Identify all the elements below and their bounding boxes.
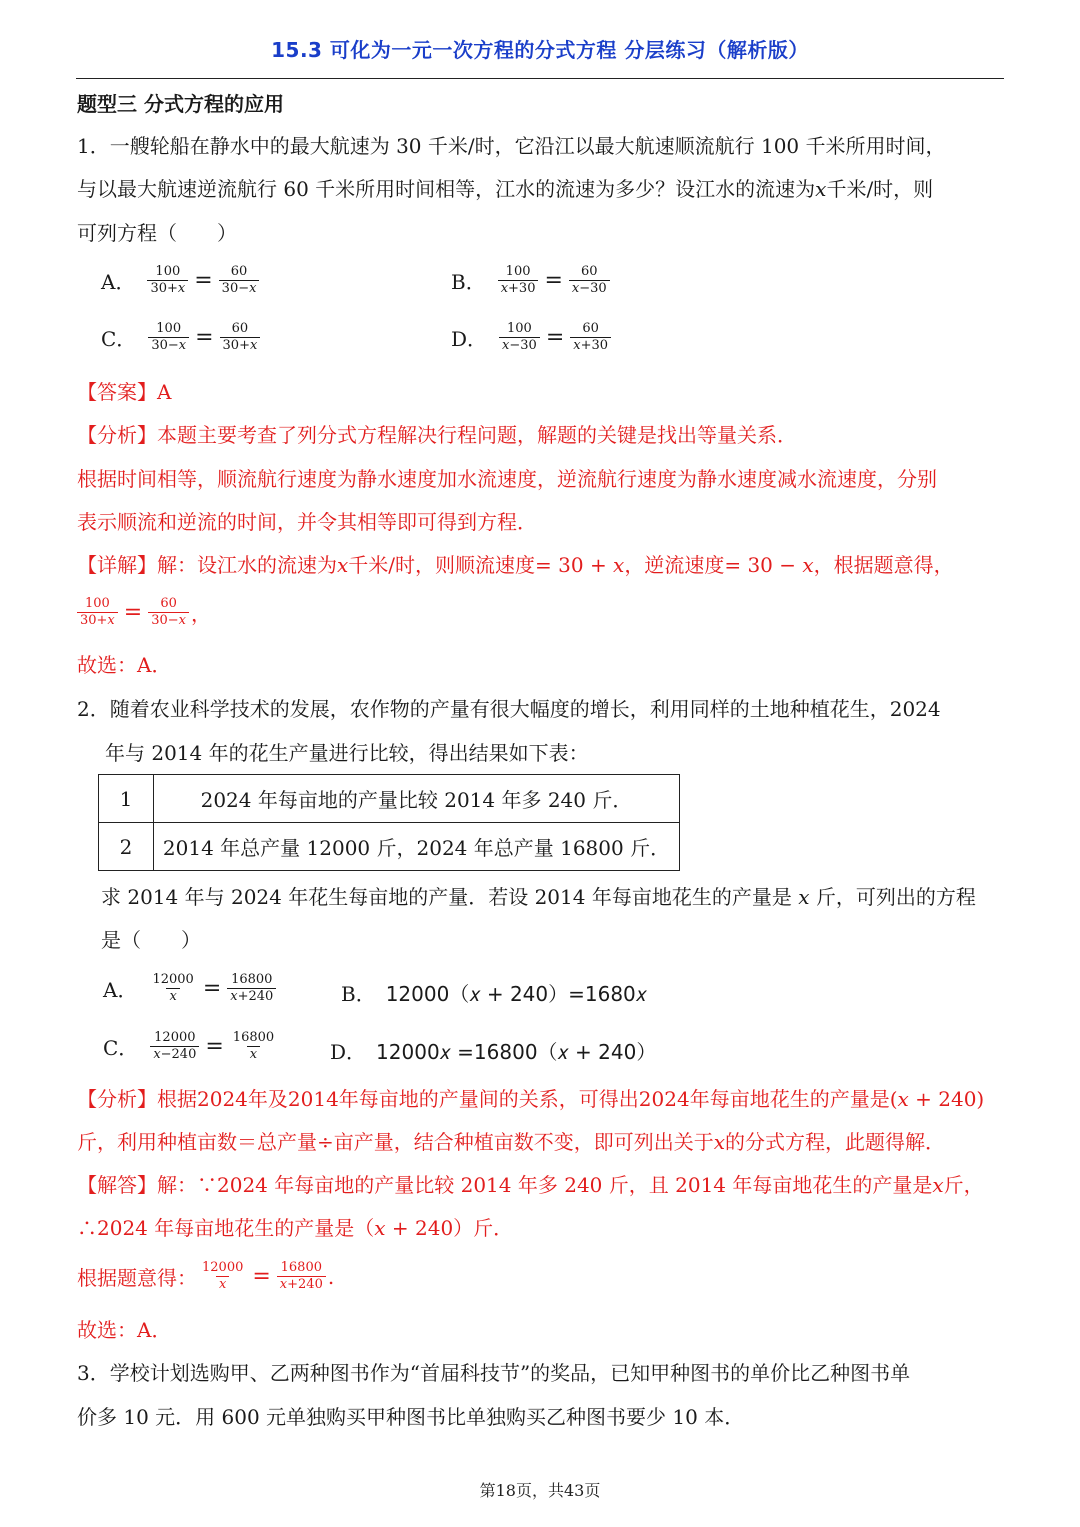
q1-option-c[interactable]: C． $\frac{100}{\text{30−𝑥}}$ = $\frac{60}{\text{30+𝑥}}$ (101, 321, 262, 354)
frac-denominator: 𝑥+30 (570, 337, 611, 354)
table-cell-index: 2 (99, 823, 154, 871)
analysis-text: 根据2024年及2014年每亩地的产量间的关系，可得出2024年每亩地花生的产量是(𝑥 + 240) (157, 1087, 985, 1111)
frac-numerator: 100 (156, 321, 182, 336)
frac-numerator: 16800 (280, 1260, 322, 1275)
q1-option-d[interactable]: D． $\frac{100}{\text{𝑥−30}}$ = $\frac{60}{\text{𝑥+30}}$ (451, 321, 613, 354)
q2-stem-line-2: 年与 2014 年的花生产量进行比较，得出结果如下表： (105, 741, 589, 765)
frac-denominator: 𝑥−30 (569, 280, 610, 297)
frac-numerator: 60 (582, 321, 599, 336)
frac-numerator: 60 (231, 321, 249, 336)
q1-option-b[interactable]: B． $\frac{100}{\text{𝑥+30}}$ = $\frac{60}{\text{𝑥−30}}$ (451, 264, 612, 297)
q1-option-a[interactable]: A． $\frac{100}{\text{30+𝑥}}$ = $\frac{60}{\text{30−𝑥}}$ (101, 264, 261, 297)
option-label: D． (451, 327, 488, 351)
table-cell-text: 2014 年总产量 12000 斤，2024 年总产量 16800 斤． (154, 823, 680, 871)
q1-analysis (77, 421, 797, 449)
option-label: A． (103, 978, 138, 1002)
frac-numerator: 12000 (152, 972, 194, 987)
option-label: B． (341, 982, 376, 1006)
frac-denominator: 30−𝑥 (148, 612, 189, 629)
q2-solution-equation: 根据题意得： $\frac{12000}{\text{𝑥}}$ = $\frac{16800}{\text{𝑥+240}}$ . (77, 1260, 335, 1292)
q2-conclusion: 故选：A． (77, 1318, 172, 1342)
frac-denominator: 𝑥 (216, 1276, 229, 1293)
page-number: 第18页，共43页 (479, 1481, 601, 1500)
q1-conclusion: 故选：A． (77, 653, 172, 677)
equation-tail: ， (191, 602, 211, 626)
q3-stem-line-1: 3．学校计划选购甲、乙两种图书作为“首届科技节”的奖品，已知甲种图书的单价比乙种图书单 (77, 1361, 911, 1385)
frac-denominator: 30−𝑥 (148, 337, 189, 354)
table-row (99, 775, 680, 823)
frac-numerator: 16800 (231, 972, 273, 987)
frac-numerator: 60 (581, 264, 598, 279)
q1-stem-line-2: 与以最大航速逆流航行 60 千米所用时间相等，江水的流速为多少？设江水的流速为𝑥千米/时，则 (77, 177, 934, 201)
q2-solution (77, 1171, 984, 1199)
q1-detail-equation: $\frac{100}{\text{30+𝑥}}$ = $\frac{60}{\text{30−𝑥}}$ ， (75, 596, 211, 629)
frac-denominator: 𝑥 (247, 1046, 260, 1063)
q3-stem-line-2: 价多 10 元．用 600 元单独购买甲种图书比单独购买乙种图书要少 10 本． (77, 1405, 745, 1429)
header-divider (76, 78, 1004, 79)
frac-denominator: 𝑥−30 (499, 337, 540, 354)
option-text: 12000（𝑥 + 240）=1680𝑥 (385, 982, 647, 1006)
frac-denominator: 𝑥 (166, 988, 179, 1005)
option-label: C． (101, 327, 137, 351)
option-label: A． (101, 270, 136, 294)
frac-numerator: 12000 (202, 1260, 244, 1275)
frac-numerator: 100 (155, 264, 181, 279)
frac-numerator: 60 (230, 264, 248, 279)
frac-denominator: 30+𝑥 (147, 280, 188, 297)
frac-denominator: 30+𝑥 (220, 337, 261, 354)
table-cell-index: 1 (99, 775, 154, 823)
q2-analysis-line-2: 斤，利用种植亩数＝总产量÷亩产量，结合种植亩数不变，即可列出关于𝑥的分式方程，此题得解． (77, 1130, 946, 1154)
frac-numerator: 60 (160, 596, 177, 611)
frac-denominator: 𝑥−240 (150, 1046, 199, 1063)
frac-denominator: 𝑥+240 (277, 1276, 326, 1293)
analysis-tag: 【分析】 (77, 423, 157, 447)
frac-numerator: 16800 (232, 1030, 275, 1045)
q2-option-c[interactable]: C． $\frac{12000}{\text{𝑥−240}}$ = $\frac{16800}{\text{𝑥}}$ (103, 1030, 279, 1063)
q2-option-d[interactable] (330, 1036, 656, 1065)
frac-denominator: 𝑥+30 (498, 280, 539, 297)
q2-data-table (98, 774, 680, 871)
q1-analysis-line-2: 根据时间相等，顺流航行速度为静水速度加水流速度，逆流航行速度为静水速度减水流速度，分别 (77, 467, 937, 491)
solution-tag: 【解答】 (77, 1173, 157, 1197)
q2-option-b[interactable] (341, 978, 647, 1007)
table-row (99, 823, 680, 871)
equation-prefix: 根据题意得： (77, 1266, 197, 1290)
analysis-tag: 【分析】 (77, 1087, 157, 1111)
frac-numerator: 100 (507, 321, 532, 336)
detail-text: 解：设江水的流速为𝑥千米/时，则顺流速度= 30 + 𝑥，逆流速度= 30 − 𝑥，根据题意得， (157, 553, 954, 577)
q2-solution-line-2: ∴2024 年每亩地花生的产量是（𝑥 + 240）斤． (77, 1216, 514, 1240)
frac-numerator: 12000 (154, 1030, 196, 1045)
q1-stem-line-1: 1．一艘轮船在静水中的最大航速为 30 千米/时，它沿江以最大航速顺流航行 100 千米所用时间， (77, 134, 946, 158)
frac-denominator: 𝑥+240 (227, 988, 276, 1005)
equation-tail: . (327, 1264, 335, 1289)
q2-analysis (77, 1085, 984, 1113)
frac-numerator: 100 (84, 596, 110, 611)
table-cell-text: 2024 年每亩地的产量比较 2014 年多 240 斤． (154, 775, 680, 823)
frac-denominator: 30+𝑥 (77, 612, 118, 629)
q2-stem-after-line-1: 求 2014 年与 2024 年花生每亩地的产量．若设 2014 年每亩地花生的产量是 𝑥 斤，可列出的方程 (101, 885, 976, 909)
q1-answer: 【答案】A (77, 380, 172, 404)
q1-detail (77, 551, 954, 579)
option-label: C． (103, 1036, 139, 1060)
option-label: D． (330, 1040, 367, 1064)
solution-text: 解：∵2024 年每亩地的产量比较 2014 年多 240 斤，且 2014 年每亩地花生的产量是𝑥斤， (157, 1173, 984, 1197)
q2-stem-after-line-2: 是（ ） (101, 928, 201, 952)
page-title: 15.3 可化为一元一次方程的分式方程 分层练习（解析版） (271, 38, 809, 62)
q1-stem-line-3: 可列方程（ ） (77, 221, 237, 245)
q2-stem-line-1: 2．随着农业科学技术的发展，农作物的产量有很大幅度的增长，利用同样的土地种植花生，2024 (77, 697, 941, 721)
q2-option-a[interactable]: A． $\frac{12000}{\text{𝑥}}$ = $\frac{16800}{\text{𝑥+240}}$ (103, 972, 278, 1005)
q1-analysis-line-3: 表示顺流和逆流的时间，并令其相等即可得到方程． (77, 510, 537, 534)
analysis-text: 本题主要考查了列分式方程解决行程问题，解题的关键是找出等量关系． (157, 423, 797, 447)
frac-numerator: 100 (505, 264, 531, 279)
frac-denominator: 30−𝑥 (219, 280, 260, 297)
detail-tag: 【详解】 (77, 553, 157, 577)
option-label: B． (451, 270, 486, 294)
option-text: 12000𝑥 =16800（𝑥 + 240） (376, 1040, 657, 1064)
section-title: 题型三 分式方程的应用 (77, 92, 284, 116)
